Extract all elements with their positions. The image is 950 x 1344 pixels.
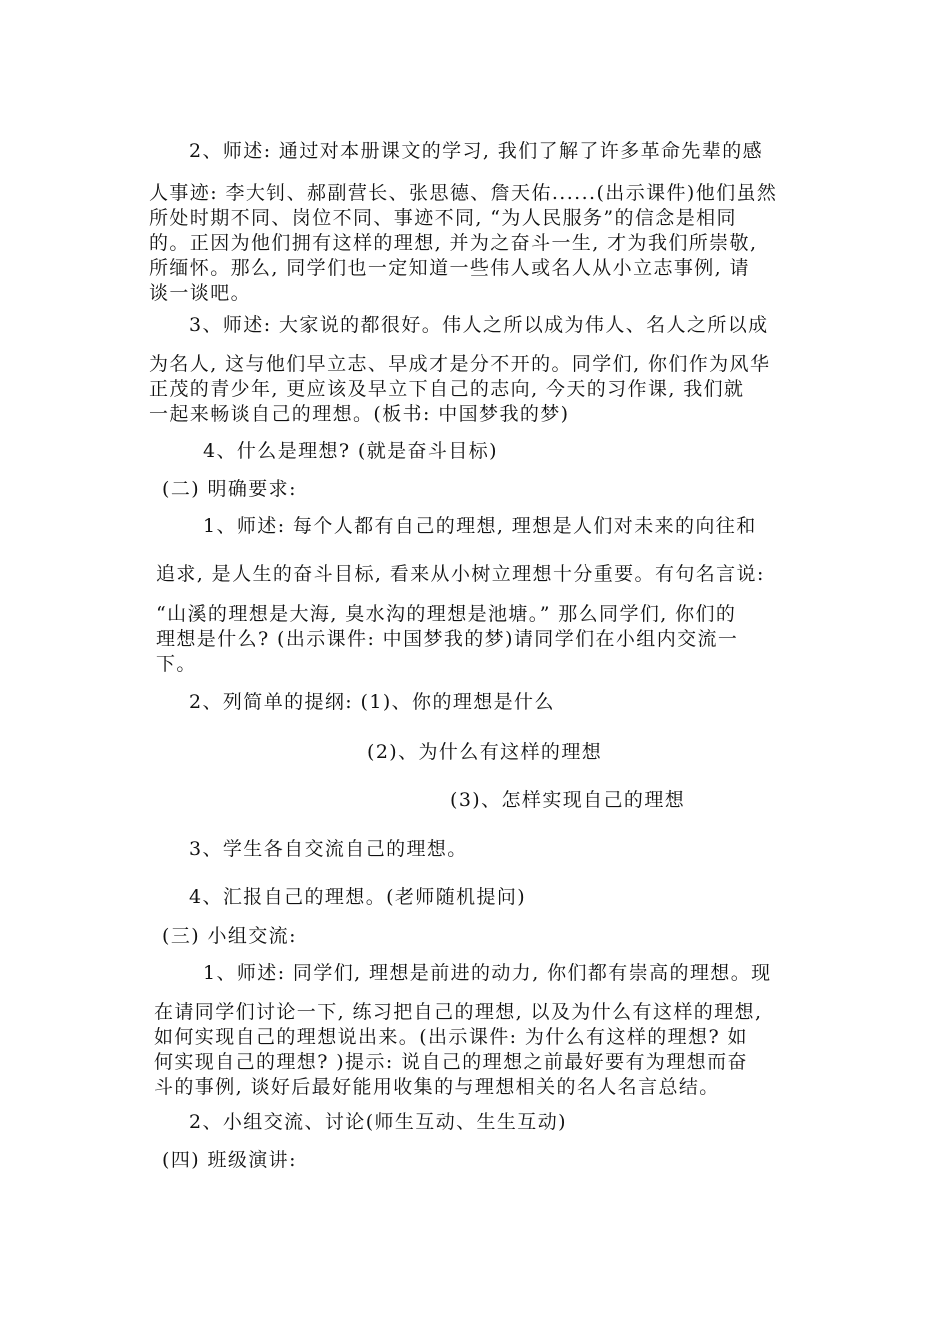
- text-line: 下。: [156, 653, 197, 675]
- text-line: 2、小组交流、讨论(师生互动、生生互动): [189, 1111, 567, 1133]
- outline-item: (3)、怎样实现自己的理想: [450, 789, 686, 811]
- section-heading: (四) 班级演讲:: [162, 1149, 297, 1171]
- text-line: 3、师述: 大家说的都很好。伟人之所以成为伟人、名人之所以成: [189, 314, 769, 336]
- text-line: 4、汇报自己的理想。(老师随机提问): [189, 886, 527, 908]
- section-heading: (三) 小组交流:: [162, 925, 297, 947]
- text-line: 所缅怀。那么, 同学们也一定知道一些伟人或名人从小立志事例, 请: [149, 257, 750, 279]
- text-line: 所处时期不同、岗位不同、事迹不同, “为人民服务”的信念是相同: [149, 207, 737, 229]
- text-line: 理想是什么? (出示课件: 中国梦我的梦)请同学们在小组内交流一: [156, 628, 739, 650]
- text-line: 何实现自己的理想? )提示: 说自己的理想之前最好要有为理想而奋: [154, 1051, 748, 1073]
- text-line: 1、师述: 同学们, 理想是前进的动力, 你们都有崇高的理想。现: [203, 962, 772, 984]
- text-line: 3、学生各自交流自己的理想。: [189, 838, 468, 860]
- text-line: 2、师述: 通过对本册课文的学习, 我们了解了许多革命先辈的感: [189, 140, 764, 162]
- section-heading: (二) 明确要求:: [162, 478, 297, 500]
- text-line: 如何实现自己的理想说出来。(出示课件: 为什么有这样的理想? 如: [154, 1026, 748, 1048]
- text-line: 为名人, 这与他们早立志、早成才是分不开的。同学们, 你们作为风华: [149, 353, 771, 375]
- text-line: “山溪的理想是大海, 臭水沟的理想是池塘。” 那么同学们, 你们的: [156, 603, 737, 625]
- text-line: 谈一谈吧。: [149, 282, 252, 304]
- text-line: 一起来畅谈自己的理想。(板书: 中国梦我的梦): [149, 403, 570, 425]
- text-line: 1、师述: 每个人都有自己的理想, 理想是人们对未来的向往和: [203, 515, 757, 537]
- text-line: 在请同学们讨论一下, 练习把自己的理想, 以及为什么有这样的理想,: [154, 1001, 763, 1023]
- text-line: 人事迹: 李大钊、郝副营长、张思德、詹天佑......(出示课件)他们虽然: [149, 182, 778, 204]
- outline-item: (2)、为什么有这样的理想: [367, 741, 603, 763]
- text-line: 4、什么是理想? (就是奋斗目标): [203, 440, 498, 462]
- text-line: 正茂的青少年, 更应该及早立下自己的志向, 今天的习作课, 我们就: [149, 378, 745, 400]
- text-line: 追求, 是人生的奋斗目标, 看来从小树立理想十分重要。有句名言说:: [156, 563, 765, 585]
- text-line: 的。正因为他们拥有这样的理想, 并为之奋斗一生, 才为我们所崇敬,: [149, 232, 758, 254]
- text-line: 2、列简单的提纲: (1)、你的理想是什么: [189, 691, 555, 713]
- text-line: 斗的事例, 谈好后最好能用收集的与理想相关的名人名言总结。: [154, 1076, 720, 1098]
